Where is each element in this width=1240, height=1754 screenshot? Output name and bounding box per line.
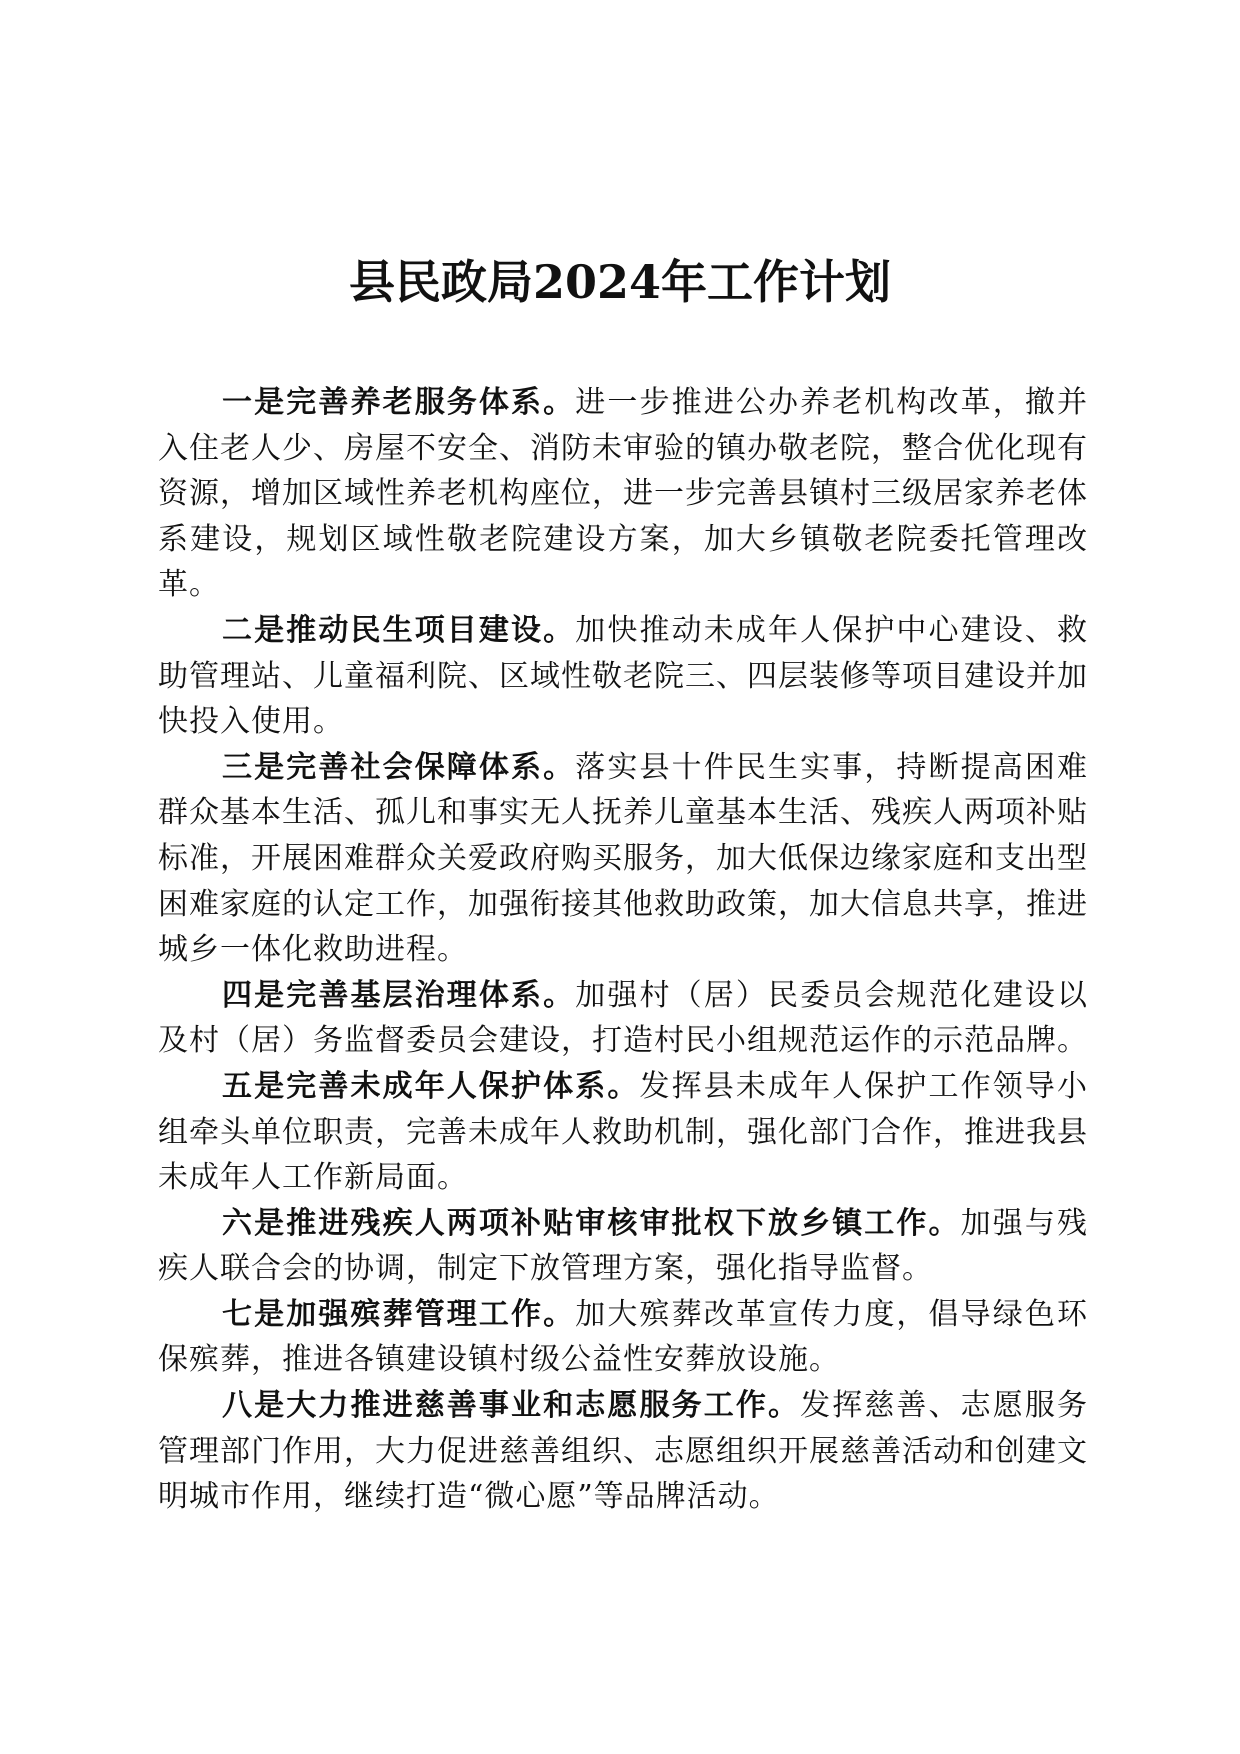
plan-item-heading: 一是完善养老服务体系。	[222, 385, 576, 420]
plan-item-7	[158, 1292, 1088, 1383]
plan-item-text: 落实县十件民生实事，持断提高困难群众基本生活、孤儿和事实无人抚养儿童基本生活、残疾人两项补贴标准，开展困难群众关爱政府购买服务，加大低保边缘家庭和支出型困难家庭的认定工作，加强衔接其他救助政策，加大信息共享，推进城乡一体化救助进程。	[158, 749, 1089, 968]
document-body	[158, 380, 1088, 1520]
plan-item-text: 加强与残疾人联合会的协调，制定下放管理方案，强化指导监督。	[158, 1205, 1089, 1287]
plan-item-3	[158, 745, 1088, 973]
plan-item-heading: 三是完善社会保障体系。	[222, 749, 576, 785]
plan-item-heading: 七是加强殡葬管理工作。	[222, 1296, 576, 1332]
plan-item-heading: 二是推动民生项目建设。	[222, 612, 576, 648]
plan-item-text: 发挥慈善、志愿服务管理部门作用，大力促进慈善组织、志愿组织开展慈善活动和创建文明城市作用，继续打造“微心愿”等品牌活动。	[158, 1388, 1089, 1515]
plan-item-8	[158, 1383, 1088, 1520]
plan-item-heading: 六是推进残疾人两项补贴审核审批权下放乡镇工作。	[222, 1205, 961, 1241]
plan-item-heading: 五是完善未成年人保护体系。	[222, 1068, 640, 1104]
document-title: 县民政局2024年工作计划	[348, 255, 892, 309]
plan-item-heading: 八是大力推进慈善事业和志愿服务工作。	[222, 1388, 801, 1424]
plan-item-text: 加快推动未成年人保护中心建设、救助管理站、儿童福利院、区域性敬老院三、四层装修等项目建设并加快投入使用。	[158, 612, 1089, 740]
plan-item-text: 发挥县未成年人保护工作领导小组牵头单位职责，完善未成年人救助机制，强化部门合作，推进我县未成年人工作新局面。	[158, 1068, 1088, 1196]
plan-item-1	[158, 380, 1088, 608]
plan-item-text: 进一步推进公办养老机构改革，撤并入住老人少、房屋不安全、消防未审验的镇办敬老院，整合优化现有资源，增加区域性养老机构座位，进一步完善县镇村三级居家养老体系建设，规划区域性敬老院建设方案，加大乡镇敬老院委托管理改革。	[158, 385, 1089, 603]
plan-item-5	[158, 1064, 1088, 1201]
plan-item-4	[158, 973, 1088, 1064]
plan-item-text: 加强村（居）民委员会规范化建设以及村（居）务监督委员会建设，打造村民小组规范运作的示范品牌。	[158, 977, 1089, 1059]
plan-item-text: 加大殡葬改革宣传力度，倡导绿色环保殡葬，推进各镇建设镇村级公益性安葬放设施。	[158, 1296, 1089, 1378]
plan-item-heading: 四是完善基层治理体系。	[222, 977, 576, 1013]
plan-item-2	[158, 608, 1088, 745]
plan-item-6	[158, 1201, 1088, 1292]
